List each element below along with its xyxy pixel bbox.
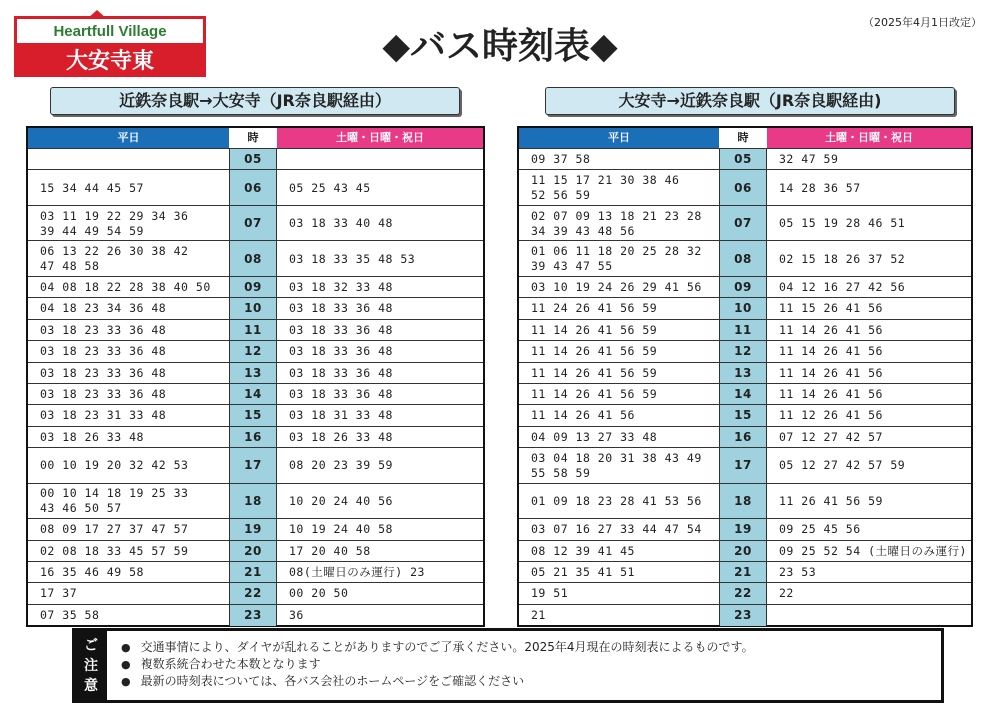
- hour-cell: 07: [229, 206, 277, 242]
- table-row: [519, 240, 971, 277]
- weekend-times: 03 18 33 36 48: [289, 322, 393, 337]
- hour-cell: 12: [229, 341, 277, 362]
- weekend-times: 11 14 26 41 56: [779, 344, 883, 359]
- table-row: [28, 205, 483, 242]
- page-title: ◆バス時刻表◆: [382, 26, 618, 67]
- weekday-times: 02 07 09 13 18 21 23 28 34 39 43 48 56: [531, 208, 702, 238]
- hour-cell: 17: [229, 448, 277, 484]
- note-item: ● 交通事情により、ダイヤが乱れることがありますのでご了承ください。2025年4月現在の時刻表によるものです。: [121, 639, 754, 656]
- hour-cell: 08: [229, 241, 277, 277]
- weekend-times: 03 18 33 36 48: [289, 387, 393, 402]
- table-row: [28, 561, 483, 583]
- table-row: [28, 148, 483, 170]
- weekend-times: 03 18 33 40 48: [289, 216, 393, 231]
- route-title-left: 近鉄奈良駅→大安寺（JR奈良駅経由）: [50, 87, 460, 115]
- note-item: ● 複数系統合わせた本数となります: [121, 656, 754, 673]
- table-row: [28, 240, 483, 277]
- weekday-times: 19 51: [531, 586, 569, 601]
- table-row: [28, 426, 483, 448]
- weekend-times: 05 25 43 45: [289, 180, 371, 195]
- notes-label: [75, 631, 107, 700]
- weekend-times: 09 25 52 54 (土曜日のみ運行): [779, 543, 967, 558]
- weekend-times: 08(土曜日のみ運行) 23: [289, 565, 425, 580]
- header-weekend: 土曜・日曜・祝日: [277, 128, 483, 148]
- weekday-times: 11 15 17 21 30 38 46 52 56 59: [531, 173, 680, 203]
- table-row: [519, 340, 971, 362]
- table-header: [28, 128, 483, 148]
- table-row: [519, 276, 971, 298]
- weekend-times: 11 15 26 41 56: [779, 301, 883, 316]
- table-row: [519, 518, 971, 540]
- table-row: [28, 319, 483, 341]
- weekday-times: 03 07 16 27 33 44 47 54: [531, 522, 702, 537]
- weekend-times: 22: [779, 586, 794, 601]
- weekday-times: 02 08 18 33 45 57 59: [40, 543, 189, 558]
- table-row: [28, 362, 483, 384]
- table-row: [519, 404, 971, 426]
- weekend-times: 03 18 32 33 48: [289, 280, 393, 295]
- notes-label-char: 意: [84, 677, 98, 694]
- weekday-times: 01 09 18 23 28 41 53 56: [531, 493, 702, 508]
- table-row: [28, 297, 483, 319]
- house-roof-icon: [87, 10, 107, 19]
- weekend-times: 03 18 31 33 48: [289, 408, 393, 423]
- weekday-times: 17 37: [40, 586, 78, 601]
- weekend-times: 10 20 24 40 56: [289, 493, 393, 508]
- hour-cell: 13: [719, 363, 767, 384]
- table-row: [28, 276, 483, 298]
- table-row: [519, 604, 971, 626]
- hour-cell: 10: [229, 298, 277, 319]
- hour-cell: 20: [719, 541, 767, 562]
- table-row: [519, 148, 971, 170]
- hour-cell: 17: [719, 448, 767, 484]
- weekday-times: 04 08 18 22 28 38 40 50: [40, 280, 211, 295]
- table-header: [519, 128, 971, 148]
- weekday-times: 08 12 39 41 45: [531, 543, 635, 558]
- weekend-times: 02 15 18 26 37 52: [779, 251, 906, 266]
- weekend-times: 10 19 24 40 58: [289, 522, 393, 537]
- weekday-times: 00 10 19 20 32 42 53: [40, 458, 189, 473]
- weekday-times: 11 24 26 41 56 59: [531, 301, 658, 316]
- table-row: [519, 561, 971, 583]
- weekend-times: 11 14 26 41 56: [779, 365, 883, 380]
- hour-cell: 16: [719, 427, 767, 448]
- weekend-times: 00 20 50: [289, 586, 349, 601]
- weekday-times: 11 14 26 41 56 59: [531, 387, 658, 402]
- weekday-times: 03 18 23 33 36 48: [40, 387, 167, 402]
- weekday-times: 05 21 35 41 51: [531, 565, 635, 580]
- hour-cell: 05: [229, 149, 277, 170]
- weekday-times: 11 14 26 41 56 59: [531, 322, 658, 337]
- hour-cell: 15: [229, 405, 277, 426]
- table-row: [519, 582, 971, 604]
- table-row: [519, 483, 971, 520]
- weekday-times: 21: [531, 607, 546, 622]
- table-row: [28, 169, 483, 206]
- weekend-times: 09 25 45 56: [779, 522, 861, 537]
- hour-cell: 11: [719, 320, 767, 341]
- notes-label-char: ご: [84, 637, 98, 654]
- table-row: [519, 205, 971, 242]
- table-row: [28, 404, 483, 426]
- table-row: [519, 297, 971, 319]
- note-item: ● 最新の時刻表については、各バス会社のホームページをご確認ください: [121, 673, 754, 690]
- weekend-times: 11 14 26 41 56: [779, 387, 883, 402]
- hour-cell: 11: [229, 320, 277, 341]
- weekday-times: 16 35 46 49 58: [40, 565, 144, 580]
- header-weekday: 平日: [28, 128, 229, 148]
- weekend-times: 03 18 33 36 48: [289, 344, 393, 359]
- weekend-times: 32 47 59: [779, 152, 839, 167]
- table-row: [28, 340, 483, 362]
- hour-cell: 19: [229, 519, 277, 540]
- weekend-times: 17 20 40 58: [289, 543, 371, 558]
- weekday-times: 04 09 13 27 33 48: [531, 429, 658, 444]
- weekend-times: [767, 605, 971, 626]
- hour-cell: 09: [229, 277, 277, 298]
- header-hour: 時: [229, 128, 277, 148]
- hour-cell: 06: [229, 170, 277, 206]
- hour-cell: 12: [719, 341, 767, 362]
- weekday-times: 03 10 19 24 26 29 41 56: [531, 280, 702, 295]
- timetable-right: [517, 126, 973, 627]
- weekday-times: 11 14 26 41 56 59: [531, 365, 658, 380]
- table-row: [519, 169, 971, 206]
- route-title-right: 大安寺→近鉄奈良駅（JR奈良駅経由): [545, 87, 955, 115]
- table-row: [28, 483, 483, 520]
- hour-cell: 19: [719, 519, 767, 540]
- table-row: [519, 426, 971, 448]
- weekday-times: 08 09 17 27 37 47 57: [40, 522, 189, 537]
- logo-location: 大安寺東: [65, 48, 154, 74]
- weekday-times: 11 14 26 41 56: [531, 408, 635, 423]
- weekday-times: 03 11 19 22 29 34 36 39 44 49 54 59: [40, 208, 189, 238]
- hour-cell: 07: [719, 206, 767, 242]
- notes-label-char: 注: [84, 657, 98, 674]
- hour-cell: 22: [229, 583, 277, 604]
- weekday-times: 03 18 23 33 36 48: [40, 344, 167, 359]
- weekend-times: 11 26 41 56 59: [779, 493, 883, 508]
- revision-date: （2025年4月1日改定）: [863, 16, 982, 29]
- hour-cell: 13: [229, 363, 277, 384]
- hour-cell: 23: [719, 605, 767, 626]
- timetable-left: [26, 126, 485, 627]
- table-row: [519, 362, 971, 384]
- notes-list: [121, 639, 754, 690]
- logo-brand: [17, 19, 203, 43]
- hour-cell: 21: [719, 562, 767, 583]
- weekend-times: 05 15 19 28 46 51: [779, 216, 906, 231]
- hour-cell: 20: [229, 541, 277, 562]
- weekday-times: 06 13 22 26 30 38 42 47 48 58: [40, 244, 189, 274]
- table-row: [28, 518, 483, 540]
- hour-cell: 10: [719, 298, 767, 319]
- weekend-times: 03 18 33 35 48 53: [289, 251, 416, 266]
- hour-cell: 14: [229, 384, 277, 405]
- weekday-times: 03 18 26 33 48: [40, 429, 144, 444]
- hour-cell: 08: [719, 241, 767, 277]
- hour-cell: 14: [719, 384, 767, 405]
- table-row: [28, 447, 483, 484]
- logo: [14, 16, 206, 77]
- weekday-times: 15 34 44 45 57: [40, 180, 144, 195]
- weekday-times: 11 14 26 41 56 59: [531, 344, 658, 359]
- weekday-times: 03 18 23 31 33 48: [40, 408, 167, 423]
- hour-cell: 18: [719, 484, 767, 520]
- header-weekday: 平日: [519, 128, 719, 148]
- table-row: [519, 319, 971, 341]
- weekday-times: [28, 149, 229, 170]
- weekday-times: 03 04 18 20 31 38 43 49 55 58 59: [531, 450, 702, 480]
- weekday-times: 01 06 11 18 20 25 28 32 39 43 47 55: [531, 244, 702, 274]
- weekend-times: 04 12 16 27 42 56: [779, 280, 906, 295]
- table-row: [28, 383, 483, 405]
- weekend-times: 03 18 33 36 48: [289, 365, 393, 380]
- weekday-times: 09 37 58: [531, 152, 591, 167]
- weekend-times: 03 18 26 33 48: [289, 429, 393, 444]
- weekend-times: 07 12 27 42 57: [779, 429, 883, 444]
- hour-cell: 06: [719, 170, 767, 206]
- hour-cell: 18: [229, 484, 277, 520]
- hour-cell: 23: [229, 605, 277, 626]
- weekend-times: 23 53: [779, 565, 817, 580]
- weekend-times: 03 18 33 36 48: [289, 301, 393, 316]
- table-row: [28, 604, 483, 626]
- table-row: [28, 582, 483, 604]
- weekday-times: 04 18 23 34 36 48: [40, 301, 167, 316]
- weekend-times: 11 14 26 41 56: [779, 322, 883, 337]
- table-row: [28, 540, 483, 562]
- header-hour: 時: [719, 128, 767, 148]
- weekend-times: 11 12 26 41 56: [779, 408, 883, 423]
- hour-cell: 22: [719, 583, 767, 604]
- weekday-times: 03 18 23 33 36 48: [40, 322, 167, 337]
- hour-cell: 09: [719, 277, 767, 298]
- header-weekend: 土曜・日曜・祝日: [767, 128, 971, 148]
- table-row: [519, 383, 971, 405]
- table-row: [519, 447, 971, 484]
- hour-cell: 16: [229, 427, 277, 448]
- weekend-times: 05 12 27 42 57 59: [779, 458, 906, 473]
- weekend-times: 36: [289, 607, 304, 622]
- hour-cell: 15: [719, 405, 767, 426]
- weekday-times: 03 18 23 33 36 48: [40, 365, 167, 380]
- weekday-times: 07 35 58: [40, 607, 100, 622]
- weekend-times: [277, 149, 483, 170]
- notes-box: [72, 628, 944, 703]
- weekend-times: 14 28 36 57: [779, 180, 861, 195]
- weekday-times: 00 10 14 18 19 25 33 43 46 50 57: [40, 486, 189, 516]
- logo-brand-text: Heartfull Village: [53, 23, 167, 40]
- table-row: [519, 540, 971, 562]
- hour-cell: 21: [229, 562, 277, 583]
- hour-cell: 05: [719, 149, 767, 170]
- weekend-times: 08 20 23 39 59: [289, 458, 393, 473]
